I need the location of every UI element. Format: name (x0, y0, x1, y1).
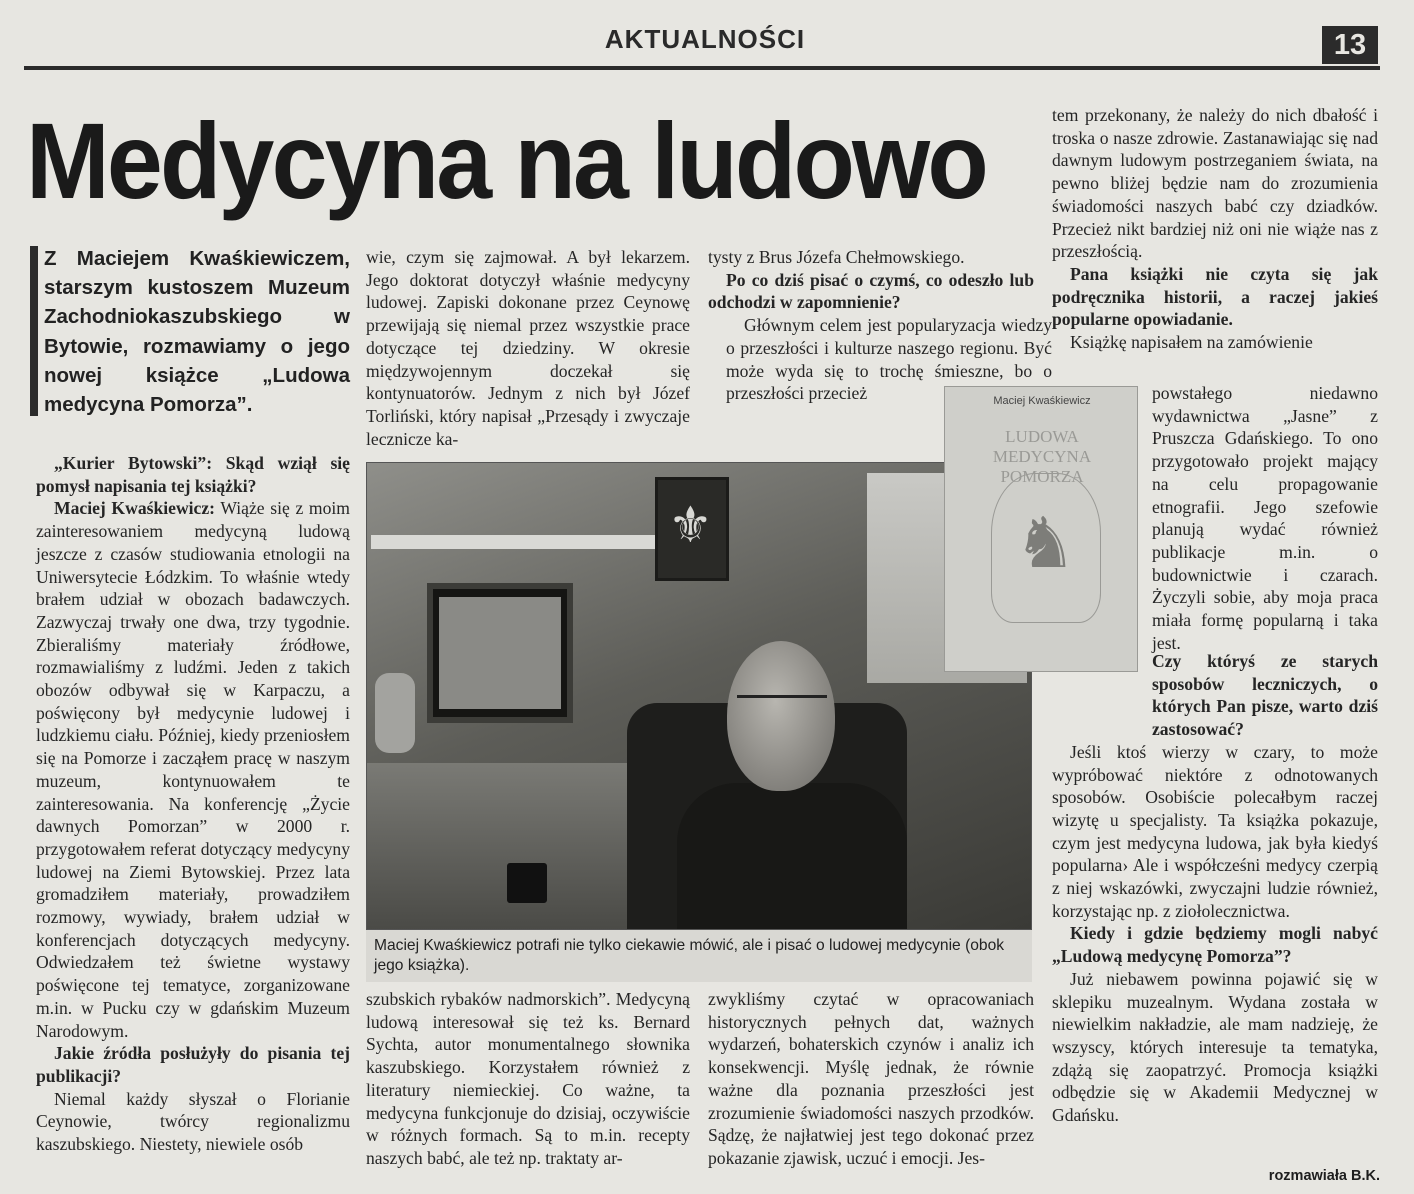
article-photo (366, 462, 1032, 930)
article-lead: Z Maciejem Kwaśkiewiczem, starszym kustoszem Muzeum Zachodniokaszubskiego w Bytowie, rozmawiamy o jego nowej książce „Ludowa medycyna Pomorza”. (44, 247, 350, 417)
page-number: 13 (1322, 26, 1378, 64)
book-illustration-icon (991, 473, 1101, 623)
column-2-top-text: wie, czym się zajmował. A był lekarzem. Jego doktorat dotyczył właśnie medycyny ludowej. Zapiski dokonane przez Ceynowę przewijają się niemal przez wszystkie prace dotyczące tej dziedziny. W okresie międzywojennym doczekał się kontynuatorów. Jednym z nich był Józef Torliński, który napisał „Przesądy i zwyczaje lecznicze ka- (366, 247, 690, 449)
question-2: Jakie źródła posłużyły do pisania tej publikacji? (36, 1043, 350, 1086)
photo-caption: Maciej Kwaśkiewicz potrafi nie tylko ciekawie mówić, ale i pisać o ludowej medycynie (obok jego książka). (366, 930, 1032, 982)
question-4: Pana książki nie czyta się jak podręcznika historii, a raczej jakieś popularne opowiadanie. (1052, 263, 1378, 330)
header-rule (24, 66, 1380, 70)
answer-1-speaker: Maciej Kwaśkiewicz: (54, 498, 216, 519)
answer-6: Już niebawem powinna pojawić się w sklepiku muzealnym. Wydana została w niewielkim nakładzie, ale mam nadzieję, że wszyscy, których interesuje ta tematyka, zdążą się zaopatrzyć. Promocja książki odbędzie się w Akademii Medycznej w Gdańsku. (1052, 968, 1378, 1126)
question-5: Czy któryś ze starych sposobów leczniczych, o których Pan pisze, warto dziś zastosować? (1152, 651, 1378, 740)
answer-3-text: Głównym celem jest popularyzacja wiedzy o przeszłości i kulturze naszego regionu. Być może wyda się to trochę śmieszne, bo o przeszłości przecież (726, 315, 1052, 404)
book-cover (944, 386, 1138, 672)
book-title: LUDOWA MEDYCYNA POMORZA (992, 427, 1092, 486)
answer-1 (36, 497, 350, 1042)
question-6: Kiedy i gdzie będziemy mogli nabyć „Ludową medycynę Pomorza”? (1052, 923, 1378, 967)
question-1: „Kurier Bytowski”: Skąd wziął się pomysł napisania tej książki? (36, 453, 350, 496)
answer-4-intro: Książkę napisałem na zamówienie (1070, 332, 1313, 353)
photo-glasses (737, 695, 827, 707)
column-4-bottom (1052, 650, 1378, 1127)
photo-mug (507, 863, 547, 903)
article-headline: Medycyna na ludowo (26, 100, 986, 221)
photo-shelf (371, 535, 691, 549)
column-3-bottom (708, 988, 1034, 1170)
column-1 (36, 452, 350, 1156)
photo-monitor (427, 583, 573, 723)
answer-4-wrap: powstałego niedawno wydawnictwa „Jasne” z Pruszcza Gdańskiego. To ono przygotowało projekt mający na celu propagowanie etnografii. Jego szefowie planują wydać również publikacje m.in. o budownictwie i czarach. Życzyli sobie, aby moja praca miała formę popularną i taka jest. (1152, 383, 1378, 653)
column-4-top (1052, 104, 1378, 354)
photo-speaker (375, 673, 415, 753)
column-2-top (366, 246, 690, 450)
book-author: Maciej Kwaśkiewicz (993, 395, 1091, 407)
section-title: AKTUALNOŚCI (604, 24, 806, 54)
photo-person-head (727, 641, 835, 791)
column-3-bottom-text: zwykliśmy czytać w opracowaniach historycznych pełnych dat, ważnych wydarzeń, bohaterskich czynów i analiz ich konsekwencji. Myślę jednak, że równie ważne dla poznania przeszłości jest zrozumienie świadomości naszych przodków. Sądzę, że najłatwiej jest tego dokonać przez pokazanie zjawisk, uczuć i emocji. Jes- (708, 989, 1034, 1168)
column-2-bottom (366, 988, 690, 1170)
column-2-bottom-text: szubskich rybaków nadmorskich”. Medycyną ludową interesował się też ks. Bernard Sychta, autor monumentalnego słownika kaszubskiego. Korzystałem również z literatury niemieckiej. Co ważne, ta medycyna funkcjonuje do dzisiaj, oczywiście w różnych formach. Są to m.in. recepty naszych babć, ale też np. traktaty ar- (366, 989, 690, 1168)
column-4-top-text: tem przekonany, że należy do nich dbałość i troska o nasze zdrowie. Zastanawiając się nad dawnym ludowym postrzeganiem świata, na pewno bliżej będzie nam do zrozumienia świadomości naszych babć czy dziadków. Przecież nikt bardziej niż oni nie wiąże nas z przeszłością. (1052, 105, 1378, 262)
question-3: Po co dziś pisać o czymś, co odeszło lub odchodzi w zapomnienie? (708, 269, 1034, 313)
byline: rozmawiała B.K. (1268, 1168, 1380, 1184)
column-3-top-text: tysty z Brus Józefa Chełmowskiego. (708, 247, 965, 267)
answer-2: Niemal każdy słyszał o Florianie Ceynowie, twórcy regionalizmu kaszubskiego. Niestety, niewiele osób (36, 1088, 350, 1155)
column-4-wrap (1152, 382, 1378, 654)
answer-1-text: Wiąże się z moim zainteresowaniem medycyną ludową jeszcze z czasów studiowania etnologii na Uniwersytecie Łódzkim. To właśnie wtedy brałem udział w obozach badawczych. Zazwyczaj trwały one dwa, trzy tygodnie. Zbieraliśmy materiały źródłowe, rozmawialiśmy z ludźmi. Jeden z takich obozów odbywał się w Karpaczu, a poświęcony był medycynie ludowej i ludzkiemu ciału. Później, kiedy przeniosłem się na Pomorze i zacząłem pracę w naszym muzeum, kontynuowałem te zainteresowania. Na konferencję „Życie dawnych Pomorzan” w 2000 r. przygotowałem referat dotyczący medycyny ludowej na Ziemi Bytowskiej. Przez lata gromadziłem materiały, prowadziłem rozmowy, wywiady, brałem udział w konferencjach dotyczących medycyny. Odwiedzałem też świetne wystawy poświęcone tej tematyce, zorganizowane m.in. w Pucku czy w gdańskim Muzeum Narodowym. (36, 498, 350, 1041)
photo-person-body (677, 783, 907, 930)
answer-5: Jeśli ktoś wierzy w czary, to może wypróbować niektóre z odnotowanych sposobów. Osobiście polecałbym raczej wizytę u specjalisty. Ta książka pokazuje, czym jest medycyna ludowa, jak była kiedyś popularna› Ale i współcześni medycy czerpią z niej wskazówki, zwyczajni ludzie również, korzystając np. z ziołolecznictwa. (1052, 741, 1378, 921)
eagle-emblem-icon (655, 477, 729, 581)
